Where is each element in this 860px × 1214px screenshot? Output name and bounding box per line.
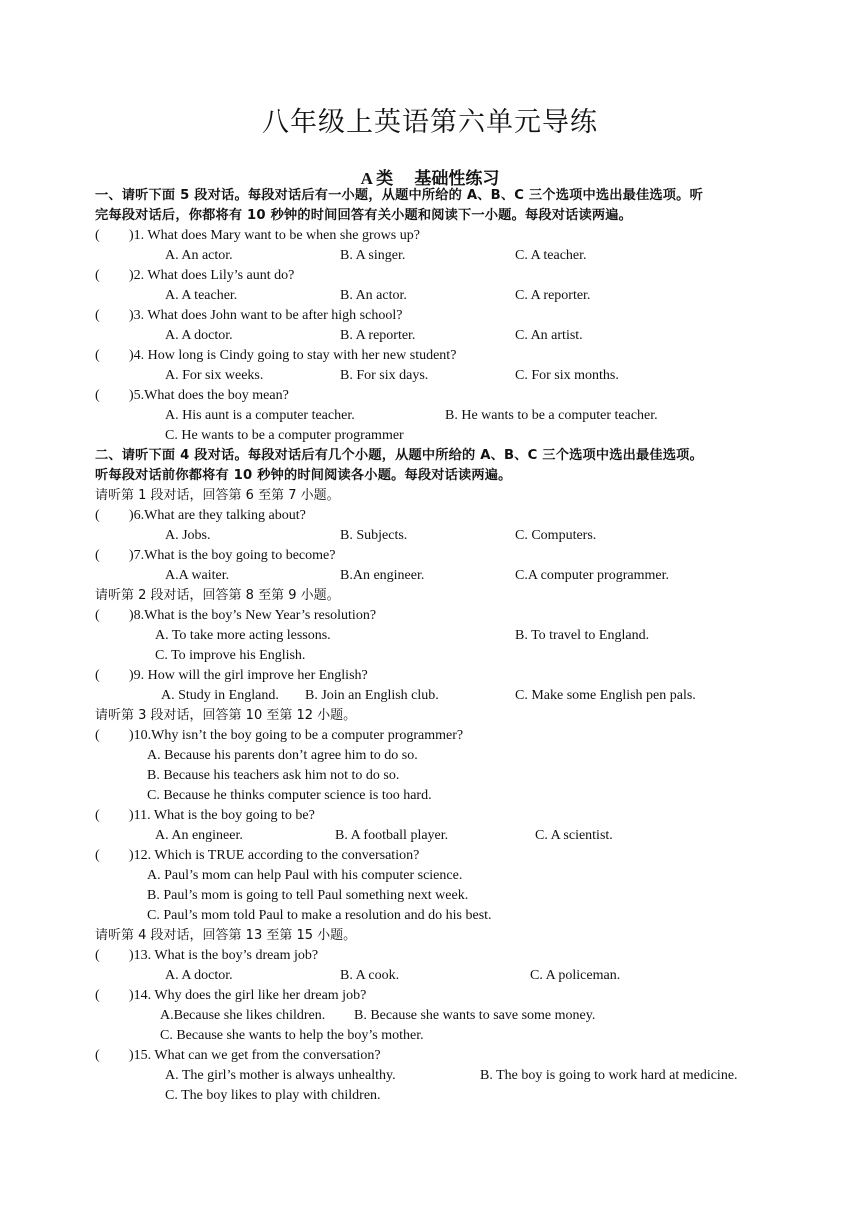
question-4: ( )4. How long is Cindy going to stay with her new student?	[95, 348, 457, 363]
question-5: ( )5.What does the boy mean?	[95, 388, 289, 403]
question-2-option-a: A. A teacher.	[165, 288, 238, 303]
question-1-option-b: B. A singer.	[340, 248, 406, 263]
question-9-option-c: C. Make some English pen pals.	[515, 688, 696, 703]
question-5-option-c: C. He wants to be a computer programmer	[165, 428, 404, 443]
section-note-1: 请听第 1 段对话，回答第 6 至第 7 小题。	[95, 488, 340, 503]
question-3-option-b: B. A reporter.	[340, 328, 416, 343]
question-13-text: )13. What is the boy’s dream job?	[129, 948, 319, 963]
question-11-option-a: A. An engineer.	[155, 828, 243, 843]
question-14-option-b: B. Because she wants to save some money.	[354, 1008, 596, 1023]
part2-instruction-line2: 听每段对话前你都将有 10 秒钟的时间阅读各小题。每段对话读两遍。	[95, 468, 512, 483]
question-3: ( )3. What does John want to be after high school?	[95, 308, 403, 323]
question-6: ( )6.What are they talking about?	[95, 508, 306, 523]
page-title: 八年级上英语第六单元导练	[262, 107, 598, 138]
question-1-option-a: A. An actor.	[165, 248, 233, 263]
question-4-option-c: C. For six months.	[515, 368, 619, 383]
question-12-option-b: B. Paul’s mom is going to tell Paul something next week.	[147, 888, 469, 903]
question-6-text: )6.What are they talking about?	[129, 508, 306, 523]
question-3-option-a: A. A doctor.	[165, 328, 233, 343]
question-13-option-b: B. A cook.	[340, 968, 400, 983]
question-2: ( )2. What does Lily’s aunt do?	[95, 268, 295, 283]
question-10-option-b: B. Because his teachers ask him not to do so.	[147, 768, 400, 783]
part1-instruction-line1: 一、请听下面 5 段对话。每段对话后有一小题，从题中所给的 A、B、C 三个选项中选出最佳选项。听	[95, 188, 703, 203]
question-12: ( )12. Which is TRUE according to the conversation?	[95, 848, 420, 863]
section-note-3: 请听第 3 段对话，回答第 10 至第 12 小题。	[95, 708, 357, 723]
question-9-option-a: A. Study in England.	[161, 688, 279, 703]
question-10-option-a: A. Because his parents don’t agree him to do so.	[147, 748, 418, 763]
question-7: ( )7.What is the boy going to become?	[95, 548, 336, 563]
question-15-text: )15. What can we get from the conversation?	[129, 1048, 381, 1063]
question-12-option-a: A. Paul’s mom can help Paul with his computer science.	[147, 868, 463, 883]
question-1-text: )1. What does Mary want to be when she grows up?	[129, 228, 420, 243]
question-8-option-c: C. To improve his English.	[155, 648, 306, 663]
question-7-option-c: C.A computer programmer.	[515, 568, 669, 583]
question-8: ( )8.What is the boy’s New Year’s resolution?	[95, 608, 377, 623]
question-1: ( )1. What does Mary want to be when she grows up?	[95, 228, 420, 243]
question-13: ( )13. What is the boy’s dream job?	[95, 948, 319, 963]
question-7-text: )7.What is the boy going to become?	[129, 548, 336, 563]
question-2-text: )2. What does Lily’s aunt do?	[129, 268, 295, 283]
question-3-text: )3. What does John want to be after high school?	[129, 308, 403, 323]
question-14: ( )14. Why does the girl like her dream job?	[95, 988, 367, 1003]
question-4-option-a: A. For six weeks.	[165, 368, 264, 383]
question-5-option-a: A. His aunt is a computer teacher.	[165, 408, 355, 423]
part1-instruction-line2: 完每段对话后，你都将有 10 秒钟的时间回答有关小题和阅读下一小题。每段对话读两遍。	[95, 208, 633, 223]
question-15: ( )15. What can we get from the conversation?	[95, 1048, 381, 1063]
question-6-option-c: C. Computers.	[515, 528, 597, 543]
question-15-option-c: C. The boy likes to play with children.	[165, 1088, 381, 1103]
question-6-option-a: A. Jobs.	[165, 528, 211, 543]
question-7-option-a: A.A waiter.	[165, 568, 230, 583]
question-8-option-a: A. To take more acting lessons.	[155, 628, 331, 643]
question-4-text: )4. How long is Cindy going to stay with her new student?	[129, 348, 457, 363]
question-11-text: )11. What is the boy going to be?	[129, 808, 315, 823]
question-14-option-a: A.Because she likes children.	[160, 1008, 326, 1023]
question-13-option-a: A. A doctor.	[165, 968, 233, 983]
question-9-option-b: B. Join an English club.	[305, 688, 439, 703]
question-1-option-c: C. A teacher.	[515, 248, 587, 263]
question-15-option-a: A. The girl’s mother is always unhealthy.	[165, 1068, 396, 1083]
question-15-option-b: B. The boy is going to work hard at medicine.	[480, 1068, 738, 1083]
section-note-2: 请听第 2 段对话，回答第 8 至第 9 小题。	[95, 588, 340, 603]
question-12-text: )12. Which is TRUE according to the conversation?	[129, 848, 420, 863]
question-5-option-b: B. He wants to be a computer teacher.	[445, 408, 658, 423]
question-8-text: )8.What is the boy’s New Year’s resolution?	[129, 608, 377, 623]
question-3-option-c: C. An artist.	[515, 328, 583, 343]
question-10-option-c: C. Because he thinks computer science is too hard.	[147, 788, 432, 803]
question-4-option-b: B. For six days.	[340, 368, 429, 383]
section-note-4: 请听第 4 段对话，回答第 13 至第 15 小题。	[95, 928, 357, 943]
question-12-option-c: C. Paul’s mom told Paul to make a resolution and do his best.	[147, 908, 492, 923]
question-7-option-b: B.An engineer.	[340, 568, 425, 583]
page-subtitle: A 类 基础性练习	[360, 169, 500, 188]
question-8-option-b: B. To travel to England.	[515, 628, 650, 643]
question-5-text: )5.What does the boy mean?	[129, 388, 289, 403]
question-11-option-b: B. A football player.	[335, 828, 449, 843]
question-2-option-c: C. A reporter.	[515, 288, 591, 303]
question-2-option-b: B. An actor.	[340, 288, 407, 303]
question-10: ( )10.Why isn’t the boy going to be a computer programmer?	[95, 728, 464, 743]
question-14-option-c: C. Because she wants to help the boy’s mother.	[160, 1028, 424, 1043]
question-11: ( )11. What is the boy going to be?	[95, 808, 315, 823]
question-11-option-c: C. A scientist.	[535, 828, 613, 843]
question-13-option-c: C. A policeman.	[530, 968, 621, 983]
question-6-option-b: B. Subjects.	[340, 528, 408, 543]
part2-instruction-line1: 二、请听下面 4 段对话。每段对话后有几个小题，从题中所给的 A、B、C 三个选项中选出最佳选项。	[95, 448, 703, 463]
question-10-text: )10.Why isn’t the boy going to be a computer programmer?	[129, 728, 464, 743]
question-14-text: )14. Why does the girl like her dream job?	[129, 988, 367, 1003]
question-9: ( )9. How will the girl improve her English?	[95, 668, 368, 683]
question-9-text: )9. How will the girl improve her English?	[129, 668, 368, 683]
